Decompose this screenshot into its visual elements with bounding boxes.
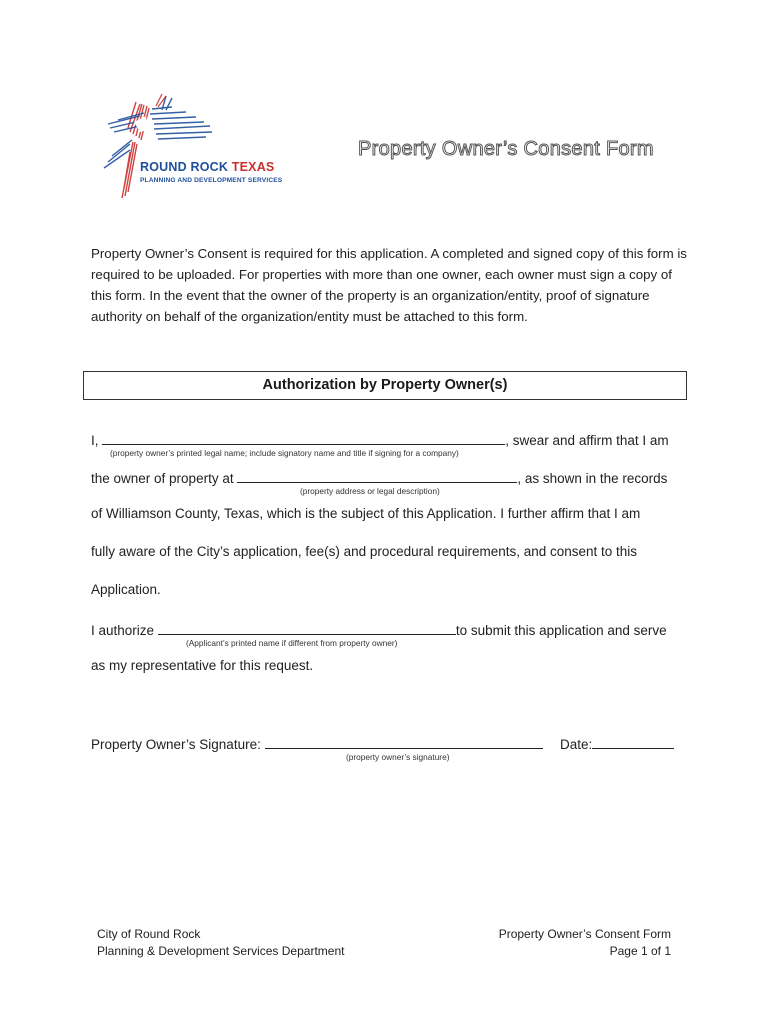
signature-hint: (property owner’s signature) — [346, 752, 450, 762]
date-line: Date: — [560, 734, 674, 752]
application-line: Application. — [91, 582, 161, 597]
authorization-header — [83, 371, 687, 400]
intro-paragraph: Property Owner’s Consent is required for this application. A completed and signed copy of this form is required to be uploaded. For properties with more than one owner, each owner must sign a copy of this form. In the event that the owner of the property is an organization/entity, proof of signature authority on behalf of the organization/entity must be attached to this form. — [91, 246, 687, 324]
form-title: Property Owner’s Consent Form — [358, 138, 654, 160]
footer-department: Planning & Development Services Department — [97, 944, 345, 958]
applicant-name-field[interactable] — [158, 620, 456, 635]
owner-name-hint: (property owner’s printed legal name; include signatory name and title if signing for a company) — [110, 448, 459, 458]
signature-line: Property Owner’s Signature: — [91, 734, 543, 752]
property-hint: (property address or legal description) — [300, 486, 440, 496]
authorization-title: Authorization by Property Owner(s) — [262, 377, 508, 393]
footer-page-number: Page 1 of 1 — [609, 944, 671, 958]
footer-left — [97, 926, 344, 960]
affirm-line: of Williamson County, Texas, which is the subject of this Application. I further affirm that I am — [91, 506, 641, 521]
aware-line: fully aware of the City’s application, fee(s) and procedural requirements, and consent to this — [91, 544, 638, 559]
property-line: the owner of property at , as shown in the records — [91, 468, 667, 486]
owner-name-line: I, , swear and affirm that I am — [91, 430, 669, 448]
owner-name-field[interactable] — [102, 430, 505, 445]
applicant-hint: (Applicant’s printed name if different from property owner) — [186, 638, 398, 648]
representative-line: as my representative for this request. — [91, 658, 314, 673]
signature-field[interactable] — [265, 734, 543, 749]
authorize-line: I authorize to submit this application and serve — [91, 620, 667, 638]
footer-right — [499, 926, 671, 960]
date-field[interactable] — [592, 734, 674, 749]
logo-wordmark: ROUND ROCK TEXAS — [140, 160, 275, 174]
footer-city: City of Round Rock — [97, 927, 201, 941]
property-address-field[interactable] — [237, 468, 517, 483]
footer-form-name: Property Owner’s Consent Form — [498, 927, 671, 941]
logo-department: PLANNING AND DEVELOPMENT SERVICES — [140, 177, 283, 184]
